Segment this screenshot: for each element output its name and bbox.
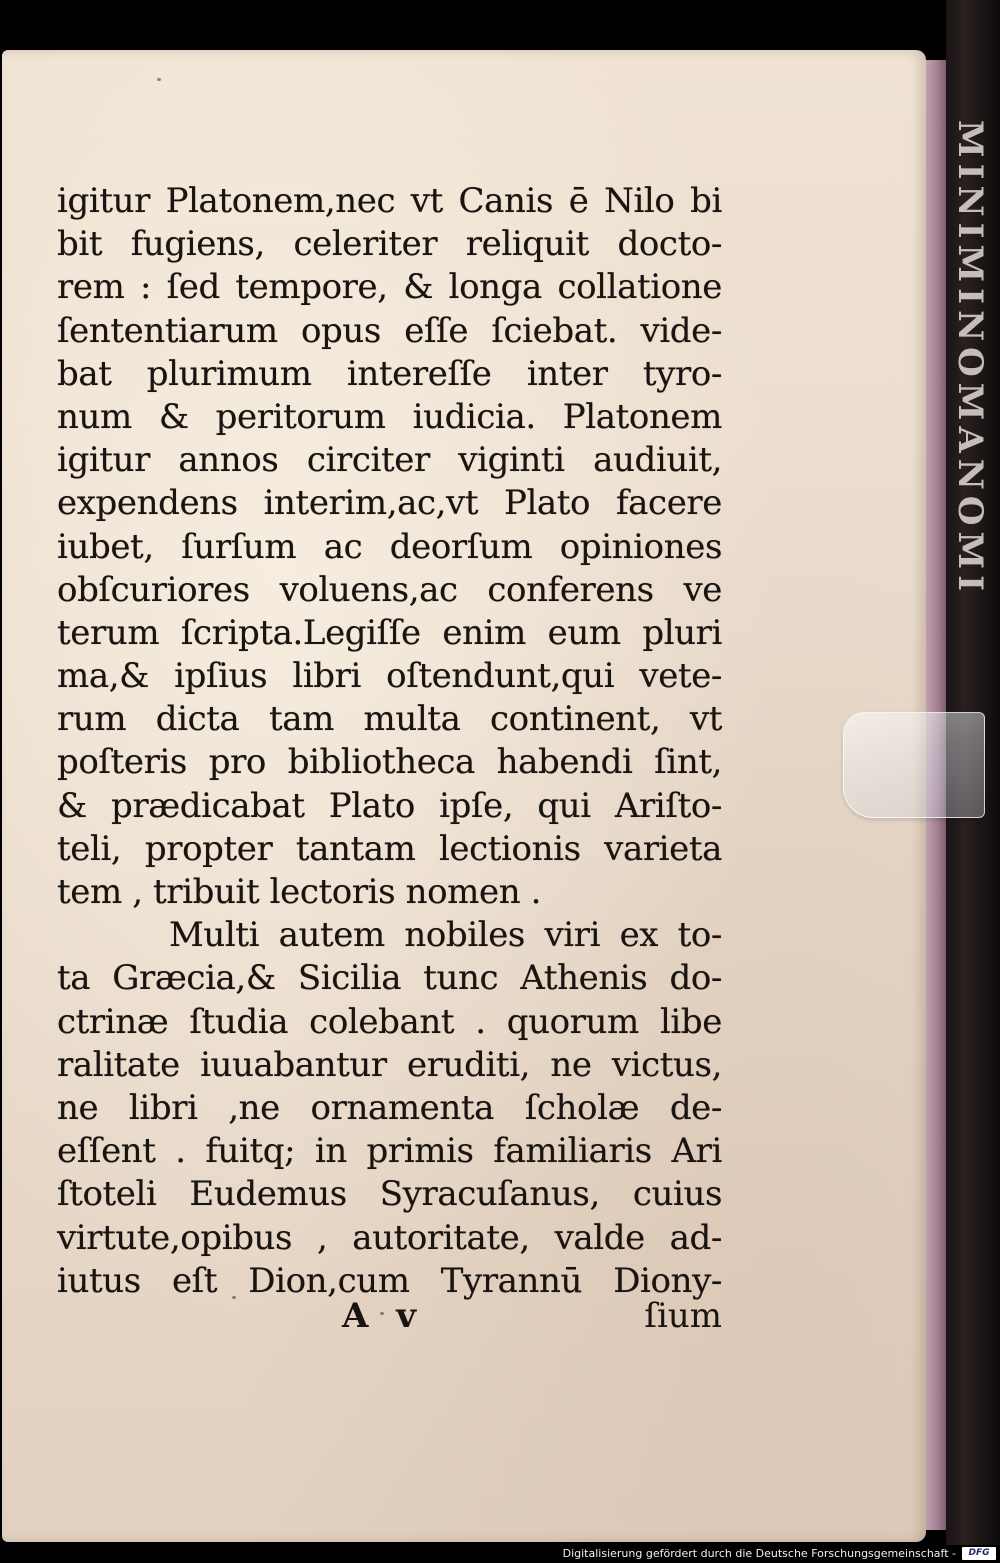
text-line: rum dicta tam multa continent, vt <box>57 699 722 740</box>
paper-speck <box>157 78 161 81</box>
dfg-logo-icon: DFG <box>962 1547 996 1560</box>
text-line: iutus eſt Dion,cum Tyrannū Diony- <box>57 1260 722 1301</box>
text-line: tem , tribuit lectoris nomen . <box>57 872 542 912</box>
text-line: & prædicabat Plato ipſe, qui Ariſto- <box>57 785 722 826</box>
text-line: ctrinæ ſtudia colebant . quorum libe <box>57 1001 722 1042</box>
text-line: eſſent . fuitq; in primis familiaris Ari <box>57 1131 722 1172</box>
text-line: ralitate iuuabantur eruditi, ne victus, <box>57 1044 722 1085</box>
text-line: expendens interim,ac,vt Plato facere <box>57 483 722 524</box>
text-line: virtute,opibus , autoritate, valde ad- <box>57 1217 722 1258</box>
text-line: ſtoteli Eudemus Syracuſanus, cuius <box>57 1174 722 1215</box>
text-line: ta Græcia,& Sicilia tunc Athenis do- <box>57 958 722 999</box>
text-line: obſcuriores voluens,ac conferens ve <box>57 569 722 610</box>
text-line: rem : ſed tempore, & longa collatione <box>57 267 722 308</box>
text-line: igitur Platonem,nec vt Canis ē Nilo bi <box>57 181 722 221</box>
text-line: terum ſcripta.Legiſſe enim eum pluri <box>57 612 722 653</box>
text-line: Multi autem nobiles viri ex to- <box>169 915 722 956</box>
spine-lettering: MINIMINOMANOMI <box>950 120 990 598</box>
text-line: poſteris pro bibliotheca habendi ſint, <box>57 742 722 783</box>
book-page <box>2 50 926 1542</box>
text-line: num & peritorum iudicia. Platonem <box>57 396 722 437</box>
page-footer-line <box>57 1296 722 1340</box>
text-line: ne libri ,ne ornamenta ſcholæ de- <box>57 1087 722 1128</box>
text-line: teli, propter tantam lectionis varieta <box>57 828 722 869</box>
text-line: bit fugiens, celeriter reliquit docto- <box>57 224 722 265</box>
signature-mark: A v <box>342 1296 424 1336</box>
text-line: igitur annos circiter viginti audiuit, <box>57 440 722 481</box>
digitization-credit: Digitalisierung gefördert durch die Deutsche Forschungsgemeinschaft - <box>562 1547 956 1560</box>
text-line: ſententiarum opus eſſe ſciebat. vide- <box>57 310 722 351</box>
text-line: bat plurimum intereſſe inter tyro- <box>57 353 722 394</box>
text-block <box>57 180 722 1303</box>
text-line: iubet, ſurſum ac deorſum opiniones <box>57 526 722 567</box>
text-line: ma,& ipſius libri oſtendunt,qui vete- <box>57 656 722 697</box>
catchword: ſium <box>644 1296 722 1336</box>
transparent-page-clip <box>843 712 985 818</box>
